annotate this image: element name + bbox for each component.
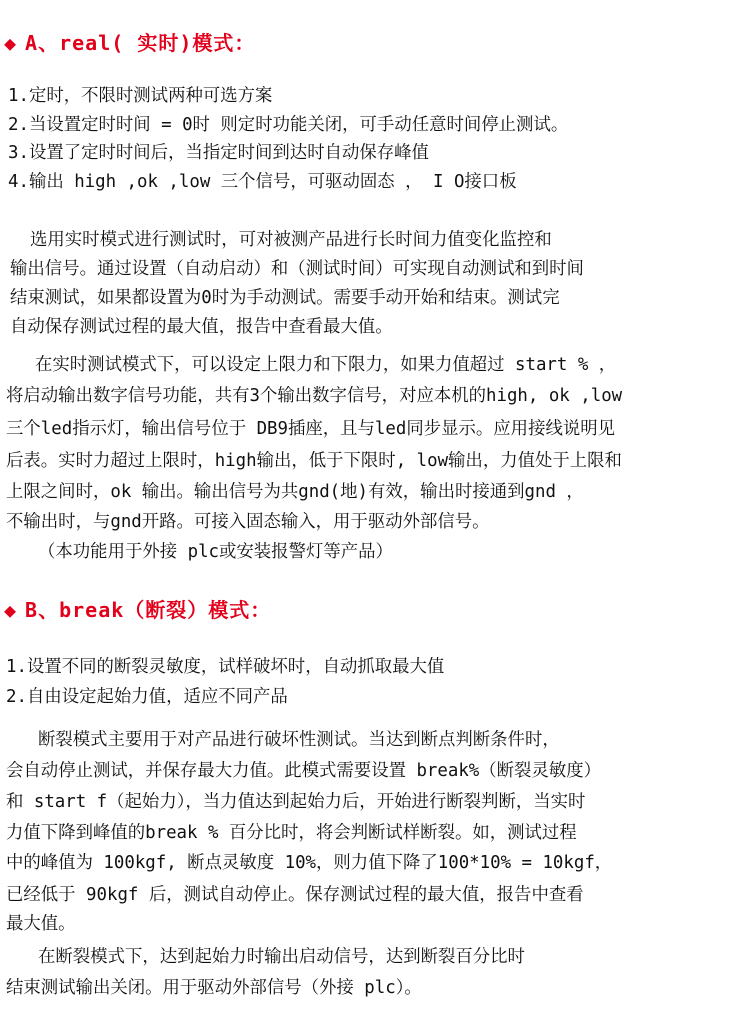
section-b-heading-text: B、break（断裂）模式： (25, 598, 272, 622)
section-b-paragraph-line: 会自动停止测试，并保存最大力值。此模式需要设置 break%（断裂灵敏度） (6, 761, 602, 781)
section-a-paragraph-line: 输出信号。通过设置（自动启动）和（测试时间）可实现自动测试和到时间 (10, 259, 584, 279)
section-a-paragraph-line: 自动保存测试过程的最大值，报告中查看最大值。 (10, 317, 393, 337)
section-a-list-item: 1.定时，不限时测试两种可选方案 (8, 86, 273, 106)
diamond-icon: ◆ (4, 598, 18, 622)
section-b-paragraph-line: 中的峰值为 100kgf, 断点灵敏度 10%，则力值下降了100*10% = 10kgf， (6, 853, 613, 873)
section-b-paragraph-line: 力值下降到峰值的break % 百分比时，将会判断试样断裂。如，测试过程 (6, 823, 577, 843)
section-a-heading (4, 30, 255, 56)
section-b-paragraph-line: 最大值。 (6, 914, 76, 934)
section-a-list-item: 3.设置了定时时间后，当指定时间到达时自动保存峰值 (8, 143, 429, 163)
section-a-paragraph-line: 将启动输出数字信号功能，共有3个输出数字信号，对应本机的high, ok ,low (6, 386, 623, 406)
diamond-icon: ◆ (4, 31, 18, 55)
section-a-paragraph-line: 选用实时模式进行测试时，可对被测产品进行长时间力值变化监控和 (30, 230, 552, 250)
section-b-heading (4, 597, 271, 623)
section-b-paragraph-line: 已经低于 90kgf 后，测试自动停止。保存测试过程的最大值，报告中查看 (6, 885, 584, 905)
section-a-heading-text: A、real( 实时)模式： (25, 31, 256, 55)
section-b-paragraph-line: 和 start f（起始力），当力值达到起始力后，开始进行断裂判断，当实时 (6, 792, 586, 812)
section-a-list-item: 4.输出 high ,ok ,low 三个信号，可驱动固态 ， I O接口板 (8, 172, 517, 192)
section-a-paragraph-line: 不输出时，与gnd开路。可接入固态输入，用于驱动外部信号。 (6, 512, 490, 532)
section-b-list-item: 2.自由设定起始力值，适应不同产品 (6, 687, 288, 707)
section-a-note: （本功能用于外接 plc或安装报警灯等产品） (38, 542, 393, 562)
section-b-paragraph-line: 在断裂模式下，达到起始力时输出启动信号，达到断裂百分比时 (38, 947, 525, 967)
section-b-list-item: 1.设置不同的断裂灵敏度，试样破坏时，自动抓取最大值 (6, 657, 445, 677)
section-b-paragraph-line: 结束测试输出关闭。用于驱动外部信号（外接 plc）。 (6, 978, 422, 998)
section-a-paragraph-line: 上限之间时，ok 输出。输出信号为共gnd(地)有效，输出时接通到gnd ， (6, 482, 584, 502)
section-b-paragraph-line: 断裂模式主要用于对产品进行破坏性测试。当达到断点判断条件时， (38, 730, 560, 750)
section-a-list-item: 2.当设置定时时间 = 0时 则定时功能关闭，可手动任意时间停止测试。 (8, 115, 569, 135)
section-a-paragraph-line: 后表。实时力超过上限时，high输出，低于下限时, low输出，力值处于上限和 (6, 451, 622, 471)
section-a-paragraph-line: 在实时测试模式下，可以设定上限力和下限力，如果力值超过 start % ， (35, 355, 617, 375)
section-a-paragraph-line: 三个led指示灯，输出信号位于 DB9插座，且与led同步显示。应用接线说明见 (6, 419, 616, 439)
section-a-paragraph-line: 结束测试，如果都设置为0时为手动测试。需要手动开始和结束。测试完 (10, 288, 560, 308)
